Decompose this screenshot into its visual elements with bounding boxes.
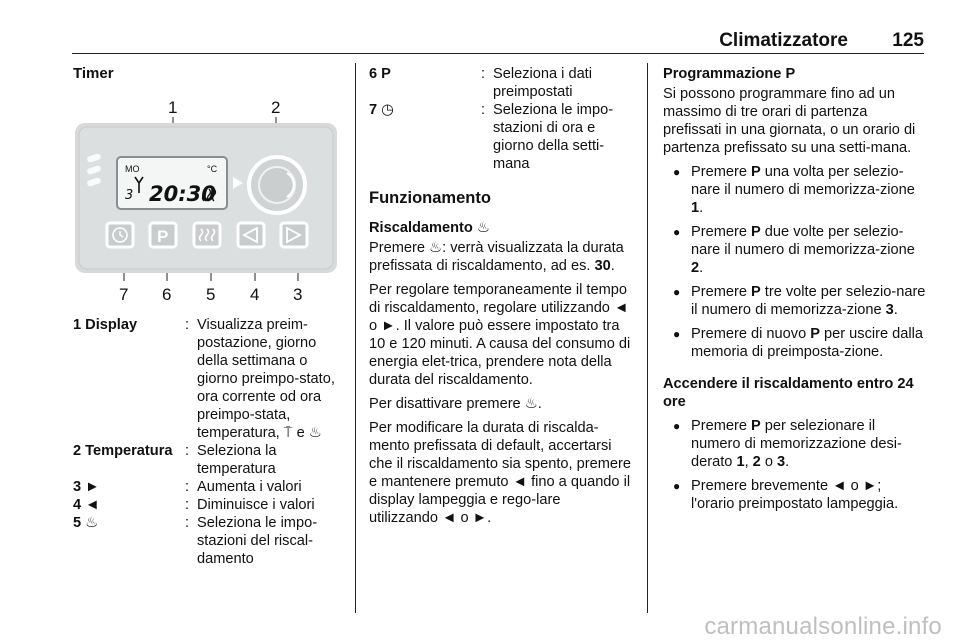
header-title: Climatizzatore <box>719 30 848 51</box>
callout-7: 7 <box>119 285 129 304</box>
bullet-list <box>663 417 928 513</box>
legend-list-continued <box>369 65 631 173</box>
list-item: ● Premere brevemente ◄ o ►; l'orario preimpostato lampeggia. <box>663 477 928 513</box>
callout-6: 6 <box>162 285 172 304</box>
column-right <box>663 65 928 513</box>
header-rule <box>72 53 924 54</box>
page-number: 125 <box>892 30 924 51</box>
lcd-time: 20:30 <box>149 182 216 206</box>
list-item: ● Premere P per selezionare il numero di memorizzazione desi-derato 1, 2 o 3. <box>663 417 928 471</box>
paragraph: Premere ♨: verrà visualizzata la durata prefissata di riscaldamento, ad es. 30. <box>369 240 624 274</box>
legend-row: 4 ◄ : Diminuisce i valori <box>73 497 315 513</box>
legend-row: 2 Temperatura : Seleziona la temperatura <box>73 443 277 477</box>
column-left <box>73 65 343 568</box>
legend-row: 5 ♨ : Seleziona le impo-stazioni del riscal-damento <box>73 515 318 567</box>
lcd-memory-digit: 3 <box>125 188 134 203</box>
section-heading-timer: Timer <box>73 65 114 82</box>
paragraph: Per regolare temporaneamente il tempo di riscaldamento, regolare utilizzando ◄ o ►. Il valore può essere impostato tra 10 e 120 minuti. A causa del consumo di energia elet-trica, prendere nota della durata del riscaldamento. <box>369 282 631 388</box>
paragraph: Per disattivare premere ♨. <box>369 396 542 412</box>
p-label: P <box>157 227 169 246</box>
watermark: carmanualsonline.info <box>704 613 942 640</box>
legend-row: 1 Display : Visualizza preim-postazione, giorno della settimana o giorno preimpo-stato, ora corrente od ora preimpo-stata, temperatura, ⍑ e ♨ <box>73 317 335 441</box>
list-item: ● Premere P tre volte per selezio-nare il numero di memorizza-zione 3. <box>663 283 928 319</box>
subheading-riscaldamento: Riscaldamento ♨ <box>369 220 490 236</box>
subheading-24-ore: Accendere il riscaldamento entro 24 ore <box>663 376 914 410</box>
column-divider-2 <box>647 63 648 613</box>
timer-panel-illustration <box>73 93 339 305</box>
legend-row: 3 ► : Aumenta i valori <box>73 479 302 495</box>
lcd-unit: °C <box>207 164 218 174</box>
bullet-list <box>663 163 928 361</box>
callout-5: 5 <box>206 285 216 304</box>
decrease-button[interactable] <box>238 223 264 247</box>
legend-row: 6 P : Seleziona i dati preimpostati <box>369 66 592 100</box>
lcd-day: MO <box>125 164 140 174</box>
callout-1: 1 <box>168 98 178 117</box>
legend-list <box>73 316 343 568</box>
subheading-programmazione: Programmazione P <box>663 66 796 82</box>
increase-button[interactable] <box>281 223 307 247</box>
callout-3: 3 <box>293 285 303 304</box>
list-item: ● Premere P due volte per selezio-nare il numero di memorizza-zione 2. <box>663 223 928 277</box>
list-item: ● Premere di nuovo P per uscire dalla memoria di preimposta-zione. <box>663 325 928 361</box>
section-title-funzionamento: Funzionamento <box>369 189 491 207</box>
column-middle <box>369 65 631 527</box>
column-divider-1 <box>355 63 356 613</box>
paragraph: Si possono programmare fino ad un massimo di tre orari di partenza prefissati in una giornata, o un orario di partenza prefissato su una setti-mana. <box>663 86 916 156</box>
callout-4: 4 <box>250 285 260 304</box>
legend-row: 7 ◷ : Seleziona le impo-stazioni di ora e giorno della setti-mana <box>369 102 614 172</box>
list-item: ● Premere P una volta per selezio-nare il numero di memorizza-zione 1. <box>663 163 928 217</box>
paragraph: Per modificare la durata di riscalda-mento prefissata di default, accertarsi che il riscaldamento sia spento, premere e mantenere premuto ◄ fino a quando il display lampeggia e rego-lare utilizzando ◄ o ►. <box>369 420 632 526</box>
callout-2: 2 <box>271 98 281 117</box>
